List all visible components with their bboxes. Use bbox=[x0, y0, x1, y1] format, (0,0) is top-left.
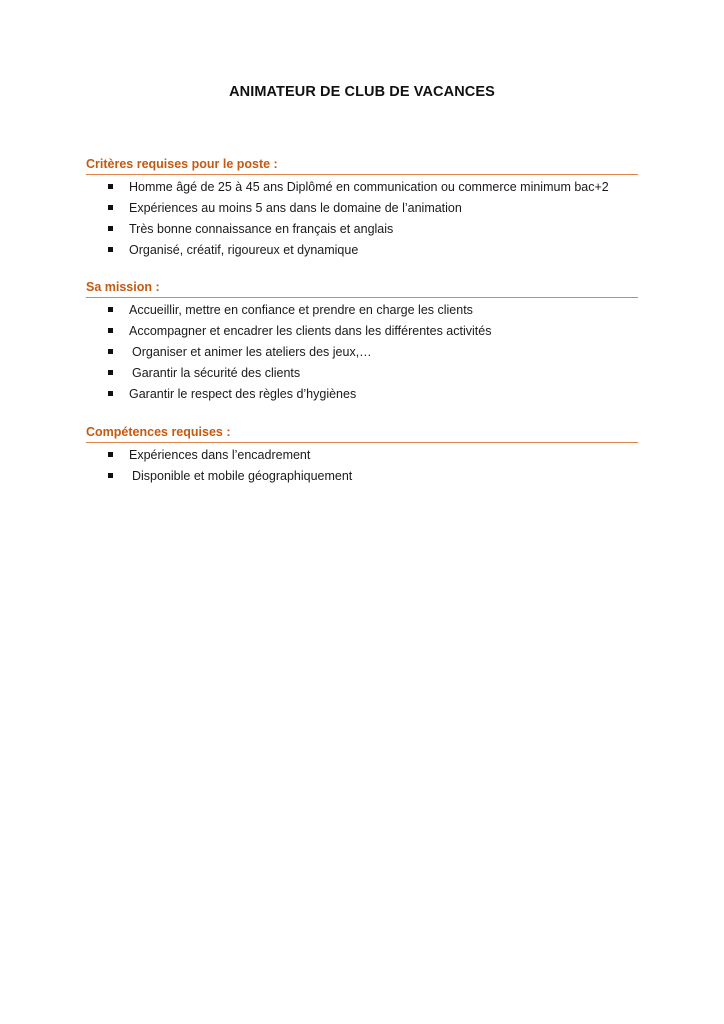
list-item-text: Accueillir, mettre en confiance et prendre en charge les clients bbox=[129, 303, 473, 317]
list-item-text: Organisé, créatif, rigoureux et dynamique bbox=[129, 243, 359, 257]
square-bullet-icon bbox=[108, 205, 113, 210]
square-bullet-icon bbox=[108, 307, 113, 312]
section-competences bbox=[86, 425, 638, 487]
list-item bbox=[86, 445, 638, 466]
bullet-list bbox=[86, 300, 638, 405]
list-item bbox=[86, 321, 638, 342]
list-item-text: Expériences dans l’encadrement bbox=[129, 448, 311, 462]
square-bullet-icon bbox=[108, 226, 113, 231]
square-bullet-icon bbox=[108, 452, 113, 457]
list-item bbox=[86, 384, 638, 405]
section-heading: Critères requises pour le poste : bbox=[86, 157, 638, 175]
list-item bbox=[86, 466, 638, 487]
list-item-text: Accompagner et encadrer les clients dans les différentes activités bbox=[129, 324, 492, 338]
bullet-list bbox=[86, 445, 638, 487]
document-title: ANIMATEUR DE CLUB DE VACANCES bbox=[229, 84, 495, 100]
square-bullet-icon bbox=[108, 184, 113, 189]
list-item-text: Très bonne connaissance en français et anglais bbox=[129, 222, 394, 236]
list-item-text: Homme âgé de 25 à 45 ans Diplômé en communication ou commerce minimum bac+2 bbox=[129, 180, 609, 194]
square-bullet-icon bbox=[108, 391, 113, 396]
square-bullet-icon bbox=[108, 370, 113, 375]
list-item-text: Disponible et mobile géographiquement bbox=[132, 469, 353, 483]
list-item bbox=[86, 219, 638, 240]
square-bullet-icon bbox=[108, 328, 113, 333]
section-mission bbox=[86, 280, 638, 405]
list-item-text: Garantir le respect des règles d’hygiènes bbox=[129, 387, 357, 401]
square-bullet-icon bbox=[108, 349, 113, 354]
square-bullet-icon bbox=[108, 473, 113, 478]
square-bullet-icon bbox=[108, 247, 113, 252]
list-item bbox=[86, 240, 638, 261]
section-criteres bbox=[86, 157, 638, 261]
list-item bbox=[86, 300, 638, 321]
bullet-list bbox=[86, 177, 638, 261]
list-item-text: Organiser et animer les ateliers des jeux,… bbox=[132, 345, 372, 359]
list-item-text: Expériences au moins 5 ans dans le domaine de l’animation bbox=[129, 201, 462, 215]
list-item-text: Garantir la sécurité des clients bbox=[132, 366, 301, 380]
list-item bbox=[86, 342, 638, 363]
section-heading: Sa mission : bbox=[86, 280, 638, 298]
list-item bbox=[86, 198, 638, 219]
list-item bbox=[86, 363, 638, 384]
section-heading: Compétences requises : bbox=[86, 425, 638, 443]
list-item bbox=[86, 177, 638, 198]
